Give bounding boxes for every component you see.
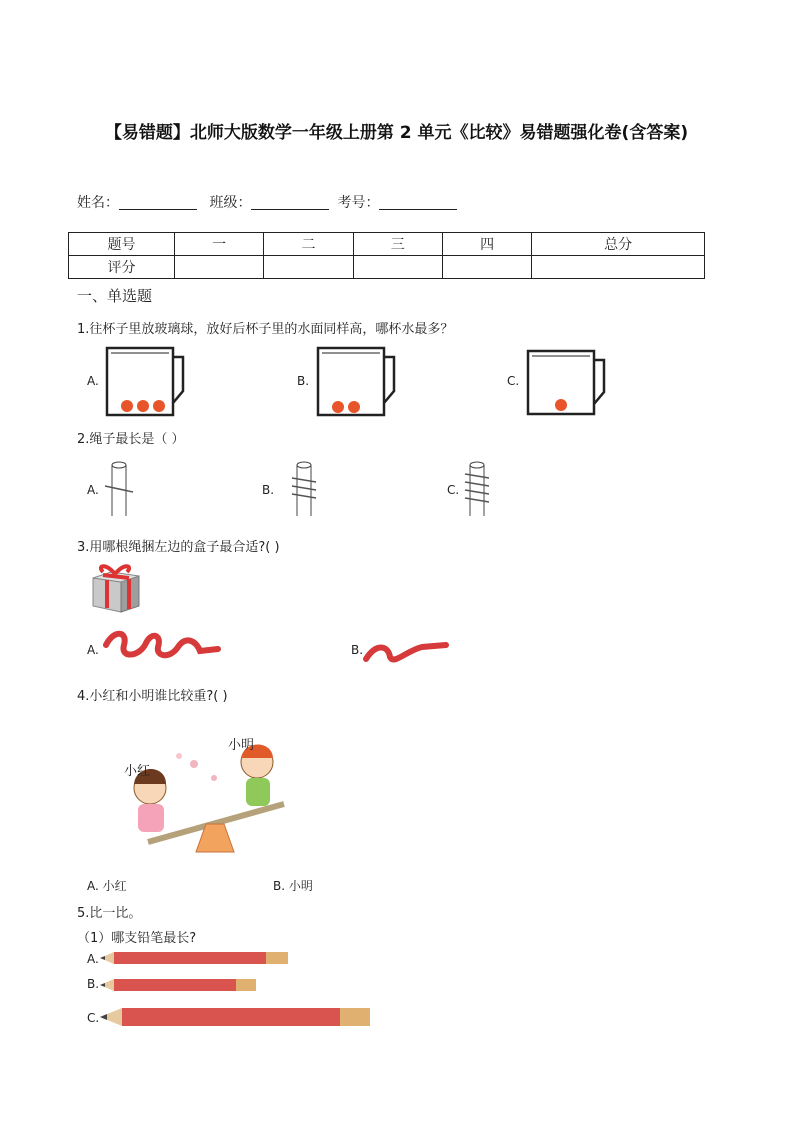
glass-ball [137,400,149,412]
pencil-c-image [100,1006,374,1028]
pencil-b-image [100,977,260,993]
seesaw-image [84,712,324,872]
q1-option-b[interactable]: B. [297,374,310,388]
q2-option-c[interactable]: C. [447,483,460,497]
question-4: 4.小红和小明谁比较重?( ) [77,689,228,704]
score-cell[interactable] [264,256,353,279]
ribbon-a-image [100,627,220,667]
score-header-cell: 一 [175,233,264,256]
q2-option-b[interactable]: B. [262,483,275,497]
score-header-cell: 四 [442,233,531,256]
q4-option-b[interactable]: B. 小明 [273,879,313,893]
section-heading: 一、单选题 [77,287,153,305]
question-3: 3.用哪根绳捆左边的盒子最合适?( ) [77,540,280,555]
name-field[interactable] [119,195,197,210]
question-1: 1.往杯子里放玻璃球，放好后杯子里的水面同样高，哪杯水最多？ [77,322,454,337]
q5-option-b[interactable]: B. [87,977,100,991]
score-header-cell: 二 [264,233,353,256]
score-header-cell: 总分 [532,233,705,256]
score-header-cell: 三 [353,233,442,256]
question-5: 5.比一比。 [77,906,142,921]
pole-b-image [290,460,330,520]
student-info [77,192,465,212]
pencil-a-image [100,950,292,966]
label-xiaohong: 小红 [124,764,151,779]
exam-label: 考号： [337,195,380,211]
name-label: 姓名： [77,195,119,211]
score-cell[interactable] [175,256,264,279]
cup-b-image [316,345,401,417]
class-label: 班级： [209,195,252,211]
score-cell[interactable] [353,256,442,279]
glass-ball [332,401,344,413]
glass-ball [348,401,360,413]
glass-ball [555,399,567,411]
q2-option-a[interactable]: A. [87,483,99,497]
score-row-label: 评分 [69,256,175,279]
pole-c-image [461,460,501,520]
q1-option-a[interactable]: A. [87,374,99,388]
q3-option-a[interactable]: A. [87,643,99,657]
cup-a-image [105,345,190,417]
question-2: 2.绳子最长是（ ） [77,432,185,447]
glass-ball [153,400,165,412]
score-cell[interactable] [442,256,531,279]
class-field[interactable] [251,195,329,210]
score-cell[interactable] [532,256,705,279]
q4-option-a[interactable]: A. 小红 [87,879,127,893]
q5-option-a[interactable]: A. [87,952,99,966]
glass-ball [121,400,133,412]
question-5-sub-1: （1）哪支铅笔最长? [77,931,197,946]
q3-option-b[interactable]: B. [351,643,364,657]
page-title: 【易错题】北师大版数学一年级上册第 2 单元《比较》易错题强化卷(含答案) [104,123,689,143]
score-header-cell: 题号 [69,233,175,256]
pole-a-image [103,460,143,520]
exam-field[interactable] [379,195,457,210]
ribbon-b-image [362,633,450,667]
score-table [68,232,705,279]
cup-c-image [526,348,611,418]
gift-box-image [87,560,143,614]
q1-option-c[interactable]: C. [507,374,520,388]
label-xiaoming: 小明 [228,738,255,753]
q5-option-c[interactable]: C. [87,1011,100,1025]
